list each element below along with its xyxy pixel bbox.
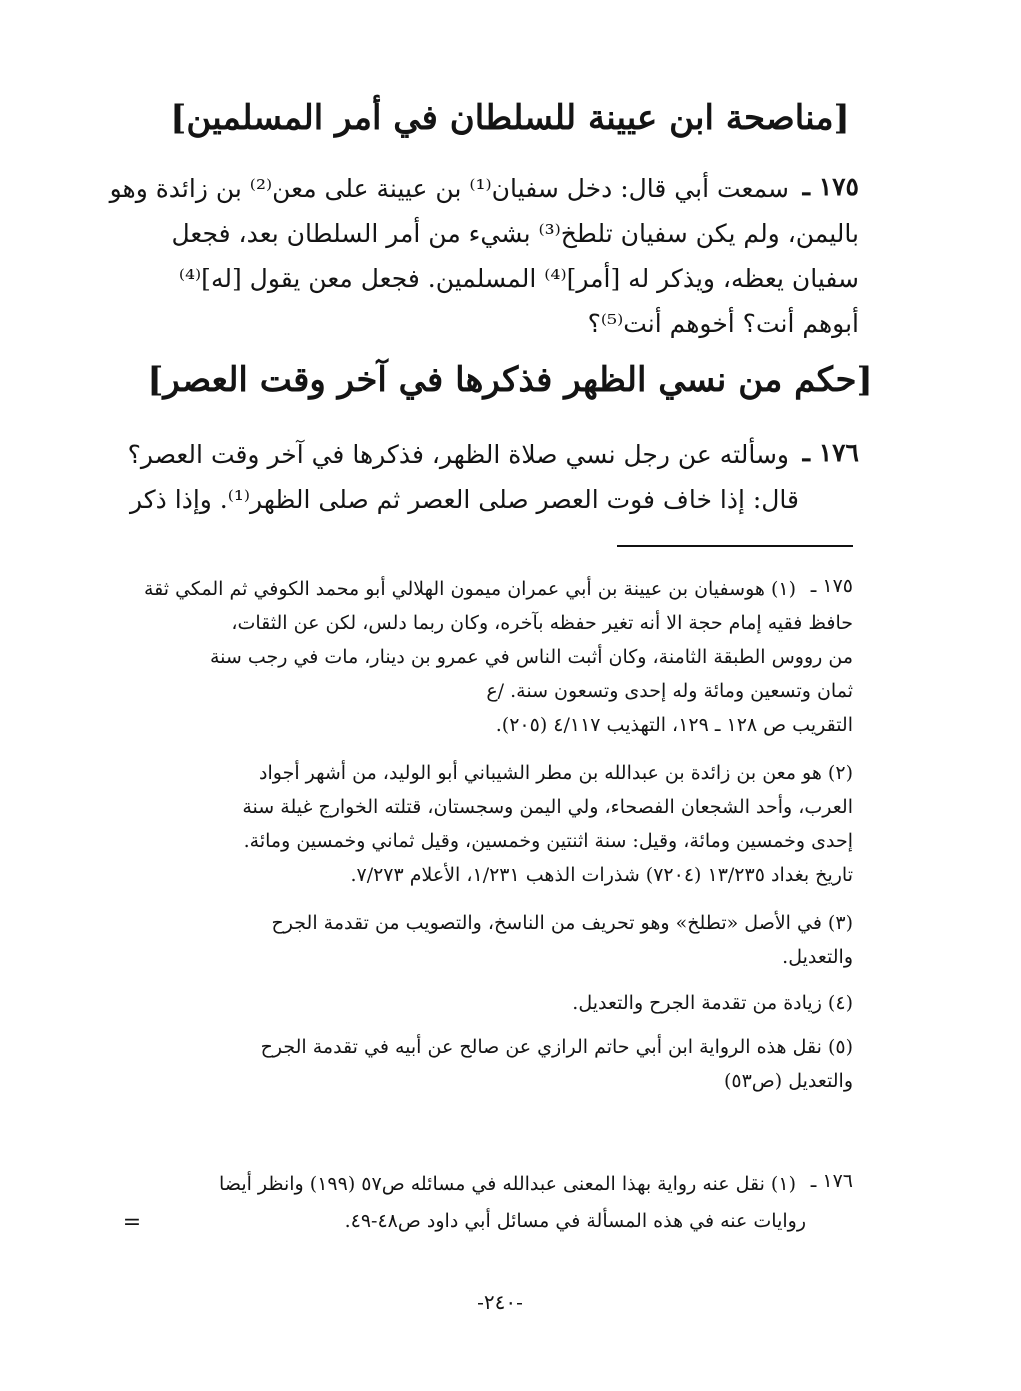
footnote-separator xyxy=(617,545,853,547)
footnote-175-line-14: والتعديل (ص٥٣) xyxy=(723,1070,853,1092)
footnote-175-line-11: والتعديل. xyxy=(782,946,853,968)
footnote-175-line-4: ثمان وتسعين ومائة وله إحدى وتسعون سنة. /ع xyxy=(486,680,853,702)
section-heading-1: [مناصحة ابن عيينة للسلطان في أمر المسلمين] xyxy=(170,98,850,138)
footnote-175-line-8: إحدى وخمسين ومائة، وقيل: سنة اثنتين وخمسين، وقيل ثماني وخمسين ومائة. xyxy=(243,830,853,852)
entry-175-line-4: أبوهم أنت؟ أخوهم أنت⁽⁵⁾؟ xyxy=(587,309,859,338)
footnote-175-line-12: (٤) زيادة من تقدمة الجرح والتعديل. xyxy=(572,992,853,1014)
footnote-number-175: ١٧٥ ـ xyxy=(810,575,853,597)
footnote-175-line-1: (١) هوسفيان بن عيينة بن أبي عمران ميمون الهلالي أبو محمد الكوفي ثم المكي ثقة xyxy=(143,578,796,600)
entry-176-line-2: قال: إذا خاف فوت العصر صلى العصر ثم صلى الظهر⁽¹⁾. وإذا ذكر xyxy=(129,485,799,514)
footnote-175-line-3: من رووس الطبقة الثامنة، وكان أثبت الناس في عمرو بن دينار، مات في رجب سنة xyxy=(209,646,853,668)
footnote-175-line-10: (٣) في الأصل «تطلخ» وهو تحريف من الناسخ، والتصويب من تقدمة الجرح xyxy=(271,912,853,934)
entry-175-line-1: سمعت أبي قال: دخل سفيان⁽¹⁾ بن عيينة على معن⁽²⁾ بن زائدة وهو xyxy=(109,174,789,203)
entry-number-176: ١٧٦ ـ xyxy=(802,438,859,467)
footnote-175-line-5: التقريب ص ١٢٨ ـ ١٢٩، التهذيب ٤/١١٧ (٢٠٥). xyxy=(495,714,853,736)
entry-175-line-2: باليمن، ولم يكن سفيان تلطخ⁽³⁾ بشيء من أمر السلطان بعد، فجعل xyxy=(171,219,859,248)
entry-175-line-3: سفيان يعظه، ويذكر له [أمر]⁽⁴⁾ المسلمين. فجعل معن يقول [له]⁽⁴⁾ xyxy=(178,264,859,293)
entry-176-line-1: وسألته عن رجل نسي صلاة الظهر، فذكرها في آخر وقت العصر؟ xyxy=(127,440,789,469)
margin-continuation-mark: = xyxy=(122,1210,142,1235)
section-heading-2: [حكم من نسي الظهر فذكرها في آخر وقت العصر] xyxy=(147,360,873,400)
page-number: -٢٤٠- xyxy=(477,1290,523,1314)
footnote-175-line-6: (٢) هو معن بن زائدة بن عبدالله بن مطر الشيباني أبو الوليد، من أشهر أجواد xyxy=(259,762,853,784)
entry-number-175: ١٧٥ ـ xyxy=(802,172,859,201)
footnote-175-line-2: حافظ فقيه إمام حجة الا أنه تغير حفظه بآخره، وكان ربما دلس، لكن عن الثقات، xyxy=(231,612,853,634)
footnote-176-line-2: روايات عنه في هذه المسألة في مسائل أبي داود ص٤٨-٤٩. xyxy=(344,1210,806,1232)
footnote-176-line-1: (١) نقل عنه رواية بهذا المعنى عبدالله في مسائله ص٥٧ (١٩٩) وانظر أيضا xyxy=(219,1173,796,1195)
footnote-175-line-7: العرب، وأحد الشجعان الفصحاء، ولي اليمن وسجستان، قتلته الخوارج غيلة سنة xyxy=(242,796,853,818)
footnote-number-176: ١٧٦ ـ xyxy=(810,1170,853,1192)
footnote-175-line-13: (٥) نقل هذه الرواية ابن أبي حاتم الرازي عن صالح عن أبيه في تقدمة الجرح xyxy=(260,1036,853,1058)
footnote-175-line-9: تاريخ بغداد ١٣/٢٣٥ (٧٢٠٤) شذرات الذهب ١/٢٣١، الأعلام ٧/٢٧٣. xyxy=(350,864,853,886)
